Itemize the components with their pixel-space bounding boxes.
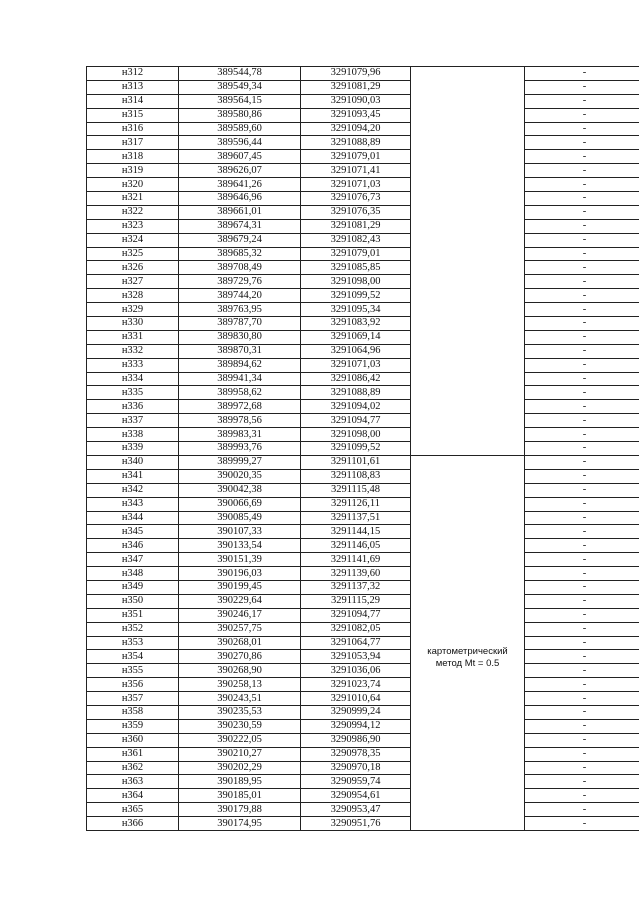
point-name-cell: н335: [87, 386, 179, 400]
y-coordinate-cell: 3291095,34: [301, 303, 411, 317]
dash-cell: -: [525, 122, 639, 136]
x-coordinate-cell: 389729,76: [179, 275, 301, 289]
y-coordinate-cell: 3291098,00: [301, 428, 411, 442]
dash-cell: -: [525, 192, 639, 206]
y-coordinate-cell: 3291098,00: [301, 275, 411, 289]
table-row: [87, 178, 639, 192]
method-cell: [411, 455, 525, 830]
y-coordinate-cell: 3291085,85: [301, 261, 411, 275]
table-row: [87, 275, 639, 289]
point-name-cell: н330: [87, 317, 179, 331]
table-row: [87, 80, 639, 94]
point-name-cell: н360: [87, 733, 179, 747]
point-name-cell: н328: [87, 289, 179, 303]
table-row: [87, 817, 639, 831]
x-coordinate-cell: 390196,03: [179, 567, 301, 581]
point-name-cell: н348: [87, 567, 179, 581]
method-line-2: метод Mt = 0.5: [435, 657, 500, 669]
y-coordinate-cell: 3291064,96: [301, 344, 411, 358]
dash-cell: -: [525, 344, 639, 358]
table-row: [87, 136, 639, 150]
table-row: [87, 775, 639, 789]
x-coordinate-cell: 389641,26: [179, 178, 301, 192]
y-coordinate-cell: 3291069,14: [301, 330, 411, 344]
dash-cell: -: [525, 358, 639, 372]
y-coordinate-cell: 3290953,47: [301, 803, 411, 817]
x-coordinate-cell: 390229,64: [179, 594, 301, 608]
point-name-cell: н340: [87, 455, 179, 469]
y-coordinate-cell: 3291023,74: [301, 678, 411, 692]
dash-cell: -: [525, 567, 639, 581]
dash-cell: -: [525, 761, 639, 775]
empty-method-cell: [411, 67, 525, 456]
y-coordinate-cell: 3291071,41: [301, 164, 411, 178]
x-coordinate-cell: 389993,76: [179, 442, 301, 456]
table-row: [87, 317, 639, 331]
x-coordinate-cell: 389544,78: [179, 67, 301, 81]
dash-cell: -: [525, 817, 639, 831]
table-row: [87, 650, 639, 664]
y-coordinate-cell: 3290954,61: [301, 789, 411, 803]
x-coordinate-cell: 389708,49: [179, 261, 301, 275]
table-row: [87, 608, 639, 622]
x-coordinate-cell: 390133,54: [179, 539, 301, 553]
dash-cell: -: [525, 67, 639, 81]
table-row: [87, 164, 639, 178]
table-row: [87, 303, 639, 317]
table-row: [87, 108, 639, 122]
dash-cell: -: [525, 178, 639, 192]
point-name-cell: н318: [87, 150, 179, 164]
table-row: [87, 330, 639, 344]
x-coordinate-cell: 389564,15: [179, 94, 301, 108]
point-name-cell: н339: [87, 442, 179, 456]
table-row: [87, 428, 639, 442]
table-row: [87, 622, 639, 636]
point-name-cell: н342: [87, 483, 179, 497]
table-row: [87, 511, 639, 525]
point-name-cell: н321: [87, 192, 179, 206]
y-coordinate-cell: 3291088,89: [301, 386, 411, 400]
dash-cell: -: [525, 775, 639, 789]
x-coordinate-cell: 390222,05: [179, 733, 301, 747]
x-coordinate-cell: 390257,75: [179, 622, 301, 636]
y-coordinate-cell: 3291076,73: [301, 192, 411, 206]
dash-cell: -: [525, 580, 639, 594]
dash-cell: -: [525, 233, 639, 247]
dash-cell: -: [525, 497, 639, 511]
dash-cell: -: [525, 733, 639, 747]
x-coordinate-cell: 390107,33: [179, 525, 301, 539]
y-coordinate-cell: 3291090,03: [301, 94, 411, 108]
table-row: [87, 761, 639, 775]
point-name-cell: н338: [87, 428, 179, 442]
x-coordinate-cell: 389607,45: [179, 150, 301, 164]
y-coordinate-cell: 3290978,35: [301, 747, 411, 761]
point-name-cell: н364: [87, 789, 179, 803]
point-name-cell: н365: [87, 803, 179, 817]
table-row: [87, 233, 639, 247]
dash-cell: -: [525, 608, 639, 622]
dash-cell: -: [525, 317, 639, 331]
dash-cell: -: [525, 261, 639, 275]
table-row: [87, 580, 639, 594]
y-coordinate-cell: 3290999,24: [301, 705, 411, 719]
y-coordinate-cell: 3291099,52: [301, 442, 411, 456]
y-coordinate-cell: 3291081,29: [301, 219, 411, 233]
table-row: [87, 705, 639, 719]
table-row: [87, 358, 639, 372]
x-coordinate-cell: 389870,31: [179, 344, 301, 358]
dash-cell: -: [525, 414, 639, 428]
x-coordinate-cell: 390199,45: [179, 580, 301, 594]
y-coordinate-cell: 3291139,60: [301, 567, 411, 581]
dash-cell: -: [525, 80, 639, 94]
point-name-cell: н341: [87, 469, 179, 483]
point-name-cell: н332: [87, 344, 179, 358]
dash-cell: -: [525, 372, 639, 386]
point-name-cell: н337: [87, 414, 179, 428]
table-row: [87, 455, 639, 469]
x-coordinate-cell: 389894,62: [179, 358, 301, 372]
point-name-cell: н324: [87, 233, 179, 247]
x-coordinate-cell: 389646,96: [179, 192, 301, 206]
y-coordinate-cell: 3291076,35: [301, 205, 411, 219]
x-coordinate-cell: 390151,39: [179, 553, 301, 567]
table-row: [87, 386, 639, 400]
y-coordinate-cell: 3291093,45: [301, 108, 411, 122]
dash-cell: -: [525, 94, 639, 108]
dash-cell: -: [525, 289, 639, 303]
table-row: [87, 469, 639, 483]
y-coordinate-cell: 3290994,12: [301, 719, 411, 733]
dash-cell: -: [525, 692, 639, 706]
x-coordinate-cell: 389972,68: [179, 400, 301, 414]
dash-cell: -: [525, 483, 639, 497]
x-coordinate-cell: 390270,86: [179, 650, 301, 664]
point-name-cell: н329: [87, 303, 179, 317]
point-name-cell: н320: [87, 178, 179, 192]
x-coordinate-cell: 389958,62: [179, 386, 301, 400]
y-coordinate-cell: 3291010,64: [301, 692, 411, 706]
x-coordinate-cell: 389744,20: [179, 289, 301, 303]
dash-cell: -: [525, 247, 639, 261]
dash-cell: -: [525, 789, 639, 803]
x-coordinate-cell: 389626,07: [179, 164, 301, 178]
table-row: [87, 483, 639, 497]
y-coordinate-cell: 3290959,74: [301, 775, 411, 789]
table-row: [87, 636, 639, 650]
x-coordinate-cell: 390243,51: [179, 692, 301, 706]
x-coordinate-cell: 390235,53: [179, 705, 301, 719]
y-coordinate-cell: 3291137,51: [301, 511, 411, 525]
y-coordinate-cell: 3291053,94: [301, 650, 411, 664]
table-row: [87, 664, 639, 678]
point-name-cell: н347: [87, 553, 179, 567]
table-row: [87, 344, 639, 358]
y-coordinate-cell: 3291064,77: [301, 636, 411, 650]
point-name-cell: н334: [87, 372, 179, 386]
point-name-cell: н312: [87, 67, 179, 81]
point-name-cell: н350: [87, 594, 179, 608]
y-coordinate-cell: 3291137,32: [301, 580, 411, 594]
x-coordinate-cell: 390246,17: [179, 608, 301, 622]
dash-cell: -: [525, 400, 639, 414]
point-name-cell: н346: [87, 539, 179, 553]
point-name-cell: н359: [87, 719, 179, 733]
x-coordinate-cell: 389763,95: [179, 303, 301, 317]
y-coordinate-cell: 3291071,03: [301, 358, 411, 372]
table-row: [87, 594, 639, 608]
table-row: [87, 247, 639, 261]
x-coordinate-cell: 390066,69: [179, 497, 301, 511]
point-name-cell: н349: [87, 580, 179, 594]
table-row: [87, 553, 639, 567]
y-coordinate-cell: 3291141,69: [301, 553, 411, 567]
y-coordinate-cell: 3291094,77: [301, 414, 411, 428]
table-row: [87, 692, 639, 706]
point-name-cell: н352: [87, 622, 179, 636]
point-name-cell: н351: [87, 608, 179, 622]
y-coordinate-cell: 3290951,76: [301, 817, 411, 831]
point-name-cell: н345: [87, 525, 179, 539]
x-coordinate-cell: 390268,90: [179, 664, 301, 678]
table-body: [87, 67, 639, 831]
x-coordinate-cell: 390230,59: [179, 719, 301, 733]
dash-cell: -: [525, 511, 639, 525]
dash-cell: -: [525, 164, 639, 178]
y-coordinate-cell: 3291081,29: [301, 80, 411, 94]
table-row: [87, 94, 639, 108]
dash-cell: -: [525, 719, 639, 733]
y-coordinate-cell: 3291108,83: [301, 469, 411, 483]
x-coordinate-cell: 389661,01: [179, 205, 301, 219]
x-coordinate-cell: 389580,86: [179, 108, 301, 122]
table-row: [87, 789, 639, 803]
dash-cell: -: [525, 650, 639, 664]
coordinates-table: [86, 66, 639, 831]
y-coordinate-cell: 3291088,89: [301, 136, 411, 150]
dash-cell: -: [525, 136, 639, 150]
method-line-1: картометрический: [427, 645, 508, 657]
point-name-cell: н314: [87, 94, 179, 108]
dash-cell: -: [525, 150, 639, 164]
x-coordinate-cell: 389787,70: [179, 317, 301, 331]
x-coordinate-cell: 389679,24: [179, 233, 301, 247]
point-name-cell: н363: [87, 775, 179, 789]
dash-cell: -: [525, 525, 639, 539]
y-coordinate-cell: 3291115,29: [301, 594, 411, 608]
dash-cell: -: [525, 455, 639, 469]
y-coordinate-cell: 3291101,61: [301, 455, 411, 469]
x-coordinate-cell: 390189,95: [179, 775, 301, 789]
dash-cell: -: [525, 275, 639, 289]
point-name-cell: н366: [87, 817, 179, 831]
table-row: [87, 372, 639, 386]
point-name-cell: н354: [87, 650, 179, 664]
table-row: [87, 567, 639, 581]
point-name-cell: н333: [87, 358, 179, 372]
x-coordinate-cell: 390258,13: [179, 678, 301, 692]
y-coordinate-cell: 3291082,05: [301, 622, 411, 636]
table-row: [87, 219, 639, 233]
dash-cell: -: [525, 594, 639, 608]
table-row: [87, 733, 639, 747]
point-name-cell: н317: [87, 136, 179, 150]
point-name-cell: н326: [87, 261, 179, 275]
table-row: [87, 150, 639, 164]
x-coordinate-cell: 389685,32: [179, 247, 301, 261]
x-coordinate-cell: 389999,27: [179, 455, 301, 469]
point-name-cell: н322: [87, 205, 179, 219]
point-name-cell: н319: [87, 164, 179, 178]
x-coordinate-cell: 390185,01: [179, 789, 301, 803]
point-name-cell: н362: [87, 761, 179, 775]
dash-cell: -: [525, 636, 639, 650]
dash-cell: -: [525, 205, 639, 219]
point-name-cell: н355: [87, 664, 179, 678]
table-row: [87, 289, 639, 303]
table-row: [87, 67, 639, 81]
x-coordinate-cell: 390179,88: [179, 803, 301, 817]
point-name-cell: н313: [87, 80, 179, 94]
table-row: [87, 192, 639, 206]
x-coordinate-cell: 389978,56: [179, 414, 301, 428]
point-name-cell: н344: [87, 511, 179, 525]
table-row: [87, 539, 639, 553]
dash-cell: -: [525, 622, 639, 636]
table-row: [87, 803, 639, 817]
y-coordinate-cell: 3290986,90: [301, 733, 411, 747]
point-name-cell: н327: [87, 275, 179, 289]
table-row: [87, 261, 639, 275]
dash-cell: -: [525, 539, 639, 553]
y-coordinate-cell: 3291094,02: [301, 400, 411, 414]
dash-cell: -: [525, 664, 639, 678]
dash-cell: -: [525, 219, 639, 233]
dash-cell: -: [525, 747, 639, 761]
table-row: [87, 719, 639, 733]
y-coordinate-cell: 3291115,48: [301, 483, 411, 497]
x-coordinate-cell: 389589,60: [179, 122, 301, 136]
x-coordinate-cell: 390268,01: [179, 636, 301, 650]
y-coordinate-cell: 3291094,77: [301, 608, 411, 622]
table-row: [87, 497, 639, 511]
y-coordinate-cell: 3291079,01: [301, 150, 411, 164]
y-coordinate-cell: 3291083,92: [301, 317, 411, 331]
dash-cell: -: [525, 803, 639, 817]
point-name-cell: н343: [87, 497, 179, 511]
dash-cell: -: [525, 108, 639, 122]
point-name-cell: н315: [87, 108, 179, 122]
y-coordinate-cell: 3291146,05: [301, 539, 411, 553]
dash-cell: -: [525, 553, 639, 567]
point-name-cell: н357: [87, 692, 179, 706]
y-coordinate-cell: 3290970,18: [301, 761, 411, 775]
x-coordinate-cell: 390210,27: [179, 747, 301, 761]
x-coordinate-cell: 389674,31: [179, 219, 301, 233]
y-coordinate-cell: 3291099,52: [301, 289, 411, 303]
x-coordinate-cell: 389549,34: [179, 80, 301, 94]
point-name-cell: н353: [87, 636, 179, 650]
y-coordinate-cell: 3291036,06: [301, 664, 411, 678]
dash-cell: -: [525, 469, 639, 483]
dash-cell: -: [525, 678, 639, 692]
point-name-cell: н356: [87, 678, 179, 692]
y-coordinate-cell: 3291094,20: [301, 122, 411, 136]
table-row: [87, 205, 639, 219]
point-name-cell: н361: [87, 747, 179, 761]
x-coordinate-cell: 389983,31: [179, 428, 301, 442]
table-row: [87, 525, 639, 539]
dash-cell: -: [525, 386, 639, 400]
x-coordinate-cell: 390020,35: [179, 469, 301, 483]
y-coordinate-cell: 3291071,03: [301, 178, 411, 192]
x-coordinate-cell: 389596,44: [179, 136, 301, 150]
table-row: [87, 122, 639, 136]
table-row: [87, 400, 639, 414]
point-name-cell: н323: [87, 219, 179, 233]
y-coordinate-cell: 3291079,01: [301, 247, 411, 261]
x-coordinate-cell: 390085,49: [179, 511, 301, 525]
dash-cell: -: [525, 705, 639, 719]
dash-cell: -: [525, 442, 639, 456]
x-coordinate-cell: 390042,38: [179, 483, 301, 497]
y-coordinate-cell: 3291144,15: [301, 525, 411, 539]
dash-cell: -: [525, 330, 639, 344]
x-coordinate-cell: 390174,95: [179, 817, 301, 831]
y-coordinate-cell: 3291082,43: [301, 233, 411, 247]
x-coordinate-cell: 389941,34: [179, 372, 301, 386]
point-name-cell: н336: [87, 400, 179, 414]
y-coordinate-cell: 3291126,11: [301, 497, 411, 511]
x-coordinate-cell: 389830,80: [179, 330, 301, 344]
y-coordinate-cell: 3291079,96: [301, 67, 411, 81]
table-row: [87, 747, 639, 761]
table-row: [87, 414, 639, 428]
y-coordinate-cell: 3291086,42: [301, 372, 411, 386]
point-name-cell: н316: [87, 122, 179, 136]
point-name-cell: н331: [87, 330, 179, 344]
x-coordinate-cell: 390202,29: [179, 761, 301, 775]
point-name-cell: н358: [87, 705, 179, 719]
table-row: [87, 442, 639, 456]
dash-cell: -: [525, 303, 639, 317]
table-row: [87, 678, 639, 692]
dash-cell: -: [525, 428, 639, 442]
point-name-cell: н325: [87, 247, 179, 261]
